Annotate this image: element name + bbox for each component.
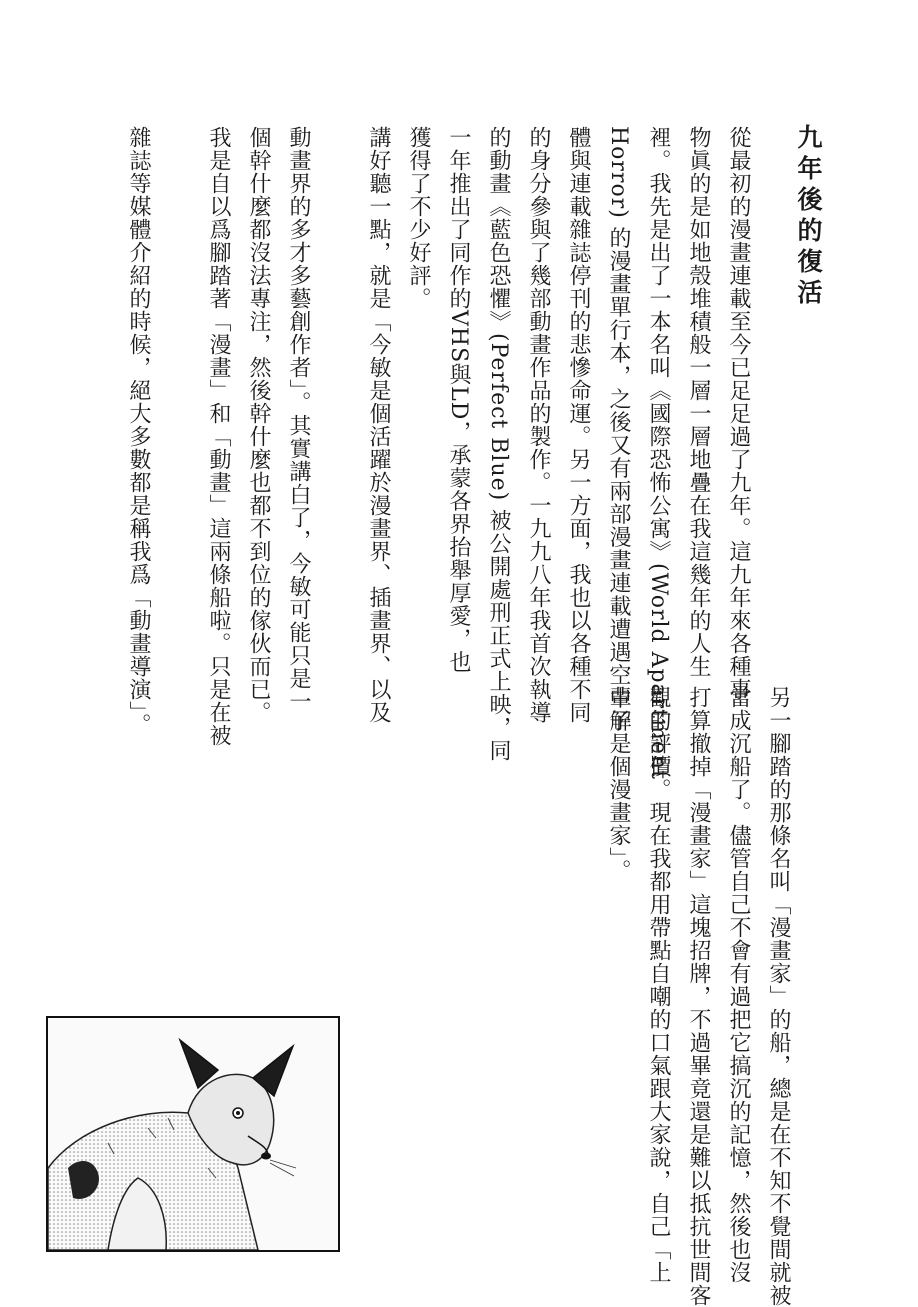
text-line: 個幹什麼都沒法專注，然後幹什麼也都不到位的傢伙而已。 (246, 126, 271, 724)
text-line: 輩子是個漫畫家」。 (606, 686, 631, 882)
section-heading: 九年後的復活 (794, 124, 823, 310)
text-line: 一年推出了同作的VHS與LD，承蒙各界抬舉厚愛，也 (446, 126, 471, 674)
text-line: Horror) 的漫畫單行本，之後又有兩部漫畫連載遭遇空中解 (606, 126, 631, 733)
text-line: 物眞的是如地殼堆積般一層一層地疊在我這幾年的人生 (686, 126, 711, 678)
text-line: 雜誌等媒體介紹的時候，絕大多數都是稱我爲「動畫導演」。 (126, 126, 151, 736)
text-line: 打算撤掉「漫畫家」這塊招牌，不過畢竟還是難以抵抗世間客 (686, 686, 711, 1307)
text-line: 我是自以爲腳踏著「漫畫」和「動畫」這兩條船啦。只是在被 (206, 126, 231, 747)
text-line: 講好聽一點，就是「今敏是個活躍於漫畫界、插畫界、以及 (366, 126, 391, 724)
text-line: 另一腳踏的那條名叫「漫畫家」的船，總是在不知不覺間就被 (766, 686, 791, 1307)
text-line: 觀的評價。現在我都用帶點自嘲的口氣跟大家說，自己「上 (646, 686, 671, 1284)
fox-illustration (46, 1016, 340, 1252)
text-line: 體與連載雜誌停刊的悲慘命運。另一方面，我也以各種不同 (566, 126, 591, 724)
text-line: 動畫界的多才多藝創作者」。其實講白了，今敏可能只是一 (286, 126, 311, 713)
text-line: 從最初的漫畫連載至今已足足過了九年。這九年來各種事 (726, 126, 751, 701)
text-line: 獲得了不少好評。 (406, 126, 431, 310)
body-text-block-2 (598, 686, 798, 1307)
text-line: 的動畫《藍色恐懼》(Perfect Blue) 被公開處刑正式上映，同 (486, 126, 511, 763)
text-line: 當成沉船了。儘管自己不會有過把它搞沉的記憶，然後也沒 (726, 686, 751, 1284)
text-line: 裡。我先是出了一本名叫《國際恐怖公寓》(World Apartment (646, 126, 671, 780)
body-text-block-1 (118, 126, 758, 780)
text-line: 的身分參與了幾部動畫作品的製作。一九九八年我首次執導 (526, 126, 551, 724)
